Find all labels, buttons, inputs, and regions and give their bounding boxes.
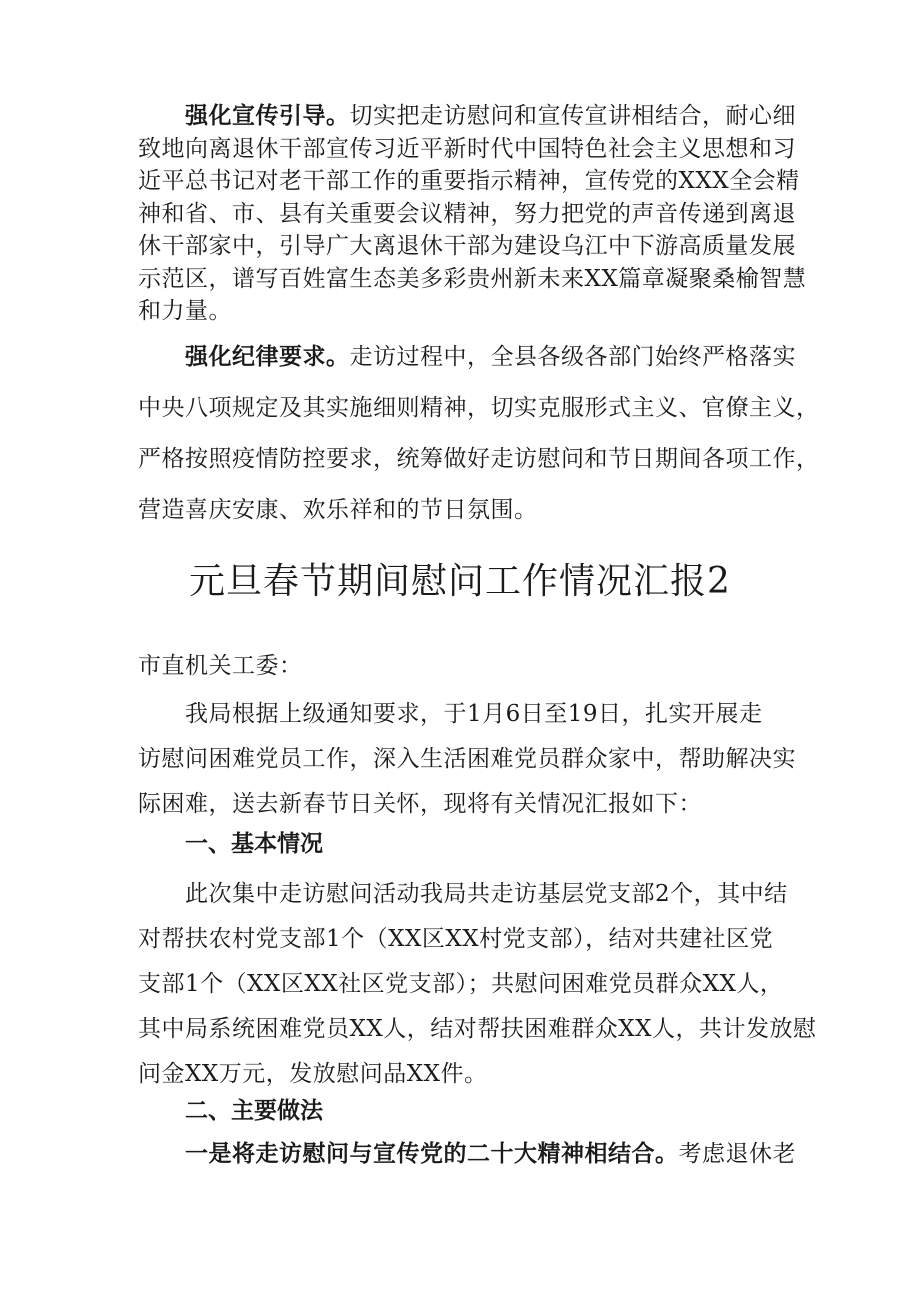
- paragraph-line: 对帮扶农村党支部1个（XX区XX村党支部），结对共建社区党: [138, 926, 774, 952]
- paragraph-line: 支部1个（XX区XX社区党支部）；共慰问困难党员群众XX人，: [138, 971, 784, 997]
- paragraph-intro: [138, 692, 796, 827]
- paragraph-lead: 强化宣传引导。: [185, 103, 350, 129]
- paragraph-publicity: [138, 100, 807, 328]
- paragraph-line: 此次集中走访慰问活动我局共走访基层党支部2个，其中结: [185, 881, 788, 907]
- paragraph-basic: [138, 872, 817, 1097]
- paragraph-line: 近平总书记对老干部工作的重要指示精神，宣传党的XXX全会精: [138, 168, 800, 194]
- paragraph-line: 休干部家中，引导广大离退休干部为建设乌江中下游高质量发展: [138, 233, 796, 259]
- paragraph-line: 严格按照疫情防控要求，统筹做好走访慰问和节日期间各项工作，: [138, 446, 820, 472]
- paragraph-lead: 强化纪律要求。: [185, 344, 350, 370]
- paragraph-line: 访慰问困难党员工作，深入生活困难党员群众家中，帮助解决实: [138, 746, 796, 772]
- paragraph-line: 神和省、市、县有关重要会议精神，努力把党的声音传递到离退: [138, 200, 796, 227]
- paragraph-line: 强化纪律要求。走访过程中，全县各级各部门始终严格落实: [185, 344, 796, 370]
- paragraph-line: 际困难，送去新春节日关怀，现将有关情况汇报如下：: [138, 791, 702, 817]
- section-heading-basic: 一、基本情况: [185, 831, 323, 857]
- paragraph-line: 中央八项规定及其实施细则精神，切实克服形式主义、官僚主义，: [138, 395, 820, 421]
- paragraph-line: 示范区，谱写百姓富生态美多彩贵州新未来XX篇章凝聚桑榆智慧: [138, 265, 807, 292]
- report-title: 元旦春节期间慰问工作情况汇报2: [189, 561, 731, 602]
- section-heading-practice: 二、主要做法: [185, 1098, 323, 1124]
- paragraph-line: 强化宣传引导。切实把走访慰问和宣传宣讲相结合，耐心细: [185, 103, 796, 129]
- paragraph-line: 我局根据上级通知要求，于1月6日至19日，扎实开展走: [185, 701, 763, 727]
- paragraph-discipline: [138, 332, 820, 536]
- paragraph-practice: [138, 1138, 796, 1170]
- salutation: 市直机关工委：: [138, 653, 303, 679]
- paragraph-line: 营造喜庆安康、欢乐祥和的节日氛围。: [138, 497, 538, 523]
- paragraph-line: 一是将走访慰问与宣传党的二十大精神相结合。考虑退休老: [185, 1141, 796, 1167]
- paragraph-line: 其中局系统困难党员XX人，结对帮扶困难群众XX人，共计发放慰: [138, 1016, 817, 1042]
- paragraph-lead: 一是将走访慰问与宣传党的二十大精神相结合。: [185, 1141, 679, 1167]
- paragraph-line: 问金XX万元，发放慰问品XX件。: [138, 1061, 488, 1087]
- paragraph-line: 和力量。: [138, 298, 232, 324]
- paragraph-line: 致地向离退休干部宣传习近平新时代中国特色社会主义思想和习: [138, 135, 796, 162]
